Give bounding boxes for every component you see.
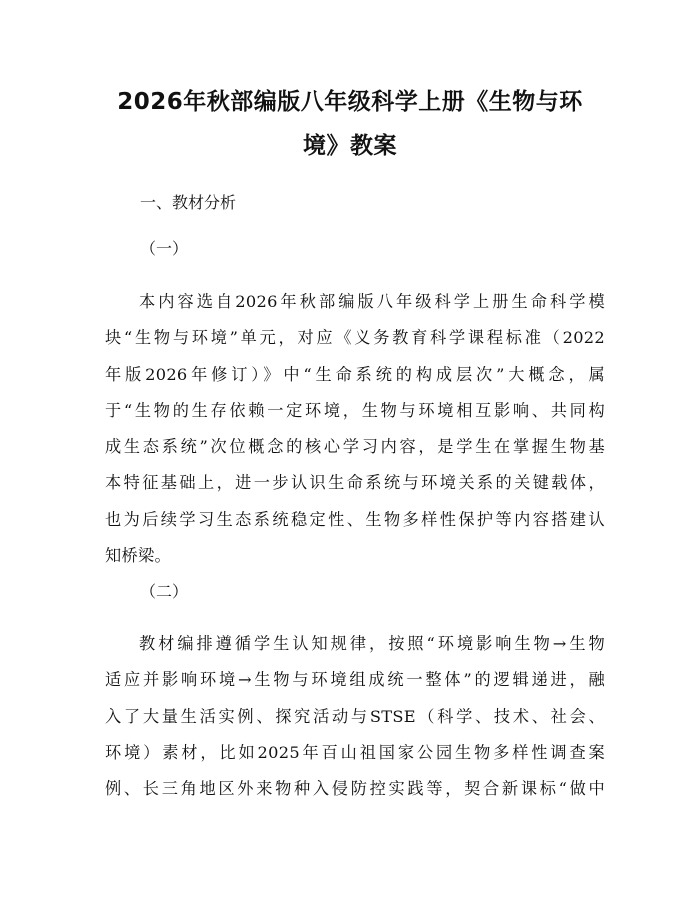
paragraph-line: 本特征基础上，进一步认识生命系统与环境关系的关键载体， — [105, 473, 605, 493]
paragraph-1 — [105, 284, 605, 574]
document-title-line-1: 2026年秋部编版八年级科学上册《生物与环 — [117, 89, 583, 115]
paragraph-line: 环境）素材，比如2025年百山祖国家公园生物多样性调查案 — [105, 742, 605, 762]
section-heading: 一、教材分析 — [140, 193, 237, 212]
paragraph-line: 成生态系统”次位概念的核心学习内容，是学生在掌握生物基 — [105, 437, 605, 457]
subsection-label-2: （二） — [140, 582, 189, 601]
paragraph-line: 年版2026年修订）》中“生命系统的构成层次”大概念，属 — [105, 364, 605, 384]
paragraph-line: 也为后续学习生态系统稳定性、生物多样性保护等内容搭建认 — [105, 509, 605, 529]
paragraph-line: 块“生物与环境”单元，对应《义务教育科学课程标准（2022 — [105, 328, 605, 348]
paragraph-line: 入了大量生活实例、探究活动与STSE（科学、技术、社会、 — [105, 706, 605, 726]
subsection-label-1: （一） — [140, 239, 189, 258]
paragraph-line: 适应并影响环境→生物与环境组成统一整体”的逻辑递进，融 — [105, 670, 605, 690]
paragraph-line: 知桥梁。 — [105, 546, 171, 566]
paragraph-2 — [105, 626, 605, 807]
paragraph-line: 于“生物的生存依赖一定环境，生物与环境相互影响、共同构 — [105, 400, 605, 420]
paragraph-line: 本内容选自2026年秋部编版八年级科学上册生命科学模 — [139, 292, 605, 311]
paragraph-line: 教材编排遵循学生认知规律，按照“环境影响生物→生物 — [139, 634, 605, 653]
document-title-line-2: 境》教案 — [303, 133, 397, 159]
paragraph-line: 例、长三角地区外来物种入侵防控实践等，契合新课标“做中 — [105, 779, 605, 799]
